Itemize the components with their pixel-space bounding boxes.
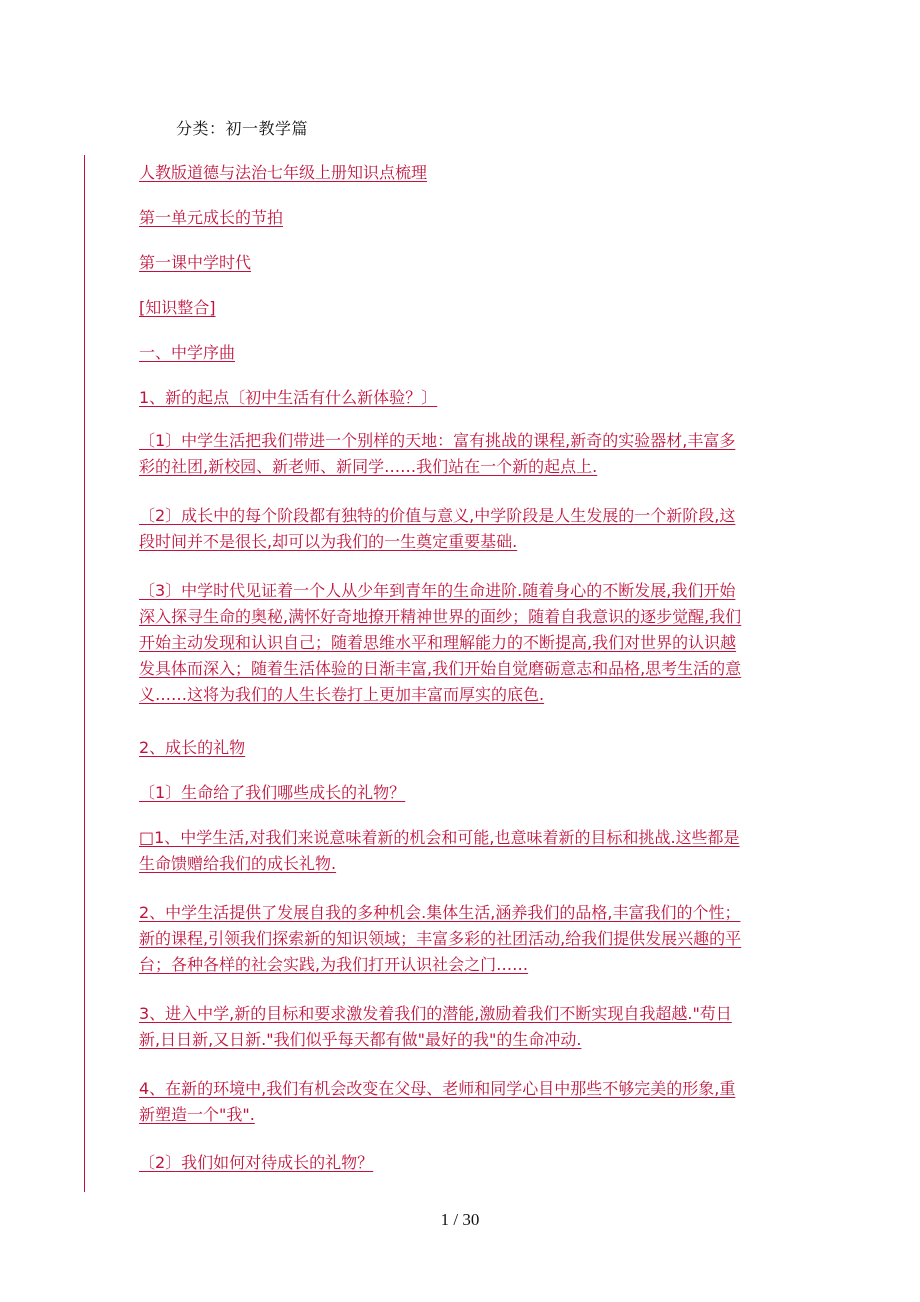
paragraph-line: 〔2〕成长中的每个阶段都有独特的价值与意义,中学阶段是人生发展的一个新阶段,这 — [139, 506, 736, 525]
paragraph-line: 3、进入中学,新的目标和要求激发着我们的潜能,激励着我们不断实现自我超越."苟日 — [139, 1004, 732, 1023]
gift-item-2 — [139, 900, 741, 978]
question2-sub1 — [139, 780, 405, 806]
lesson-text: 第一课中学时代 — [139, 253, 252, 272]
paragraph-line: 〔3〕中学时代见证着一个人从少年到青年的生命进阶.随着身心的不断发展,我们开始 — [139, 581, 736, 600]
paragraph-line: 义……这将为我们的人生长卷打上更加丰富而厚实的底色. — [139, 685, 545, 704]
title-text: 人教版道德与法治七年级上册知识点梳理 — [139, 163, 428, 182]
document-category: 分类：初一教学篇 — [176, 119, 309, 138]
question2-sub2 — [139, 1150, 373, 1176]
paragraph-line: □1、中学生活,对我们来说意味着新的机会和可能,也意味着新的目标和挑战.这些都是 — [139, 828, 740, 847]
section-tag — [139, 295, 216, 321]
gift-item-4 — [139, 1076, 735, 1128]
paragraph-2 — [139, 503, 735, 555]
paragraph-line: 台；各种各样的社会实践,为我们打开认识社会之门…… — [139, 955, 529, 974]
paragraph-line: 新塑造一个"我". — [139, 1105, 255, 1124]
paragraph-line: 开始主动发现和认识自己；随着思维水平和理解能力的不断提高,我们对世界的认识越 — [139, 633, 737, 652]
question2-sub2-text: 〔2〕我们如何对待成长的礼物？ — [139, 1153, 374, 1172]
section-tag-text: [知识整合] — [139, 298, 216, 317]
document-title — [139, 160, 427, 186]
question2-sub1-text: 〔1〕生命给了我们哪些成长的礼物？ — [139, 783, 406, 802]
paragraph-line: 生命馈赠给我们的成长礼物. — [139, 854, 337, 873]
paragraph-line: 〔1〕中学生活把我们带进一个别样的天地：富有挑战的课程,新奇的实验器材,丰富多 — [139, 431, 736, 450]
gift-item-1 — [139, 825, 740, 877]
unit-text: 第一单元成长的节拍 — [139, 208, 284, 227]
paragraph-line: 发具体而深入；随着生活体验的日渐丰富,我们开始自觉磨砺意志和品格,思考生活的意 — [139, 659, 742, 678]
paragraph-line: 新的课程,引领我们探索新的知识领域；丰富多彩的社团活动,给我们提供发展兴趣的平 — [139, 929, 742, 948]
lesson-heading — [139, 250, 251, 276]
paragraph-1 — [139, 428, 735, 480]
unit-heading — [139, 205, 283, 231]
revision-bar — [84, 155, 85, 1192]
question1-heading — [139, 385, 437, 411]
paragraph-3 — [139, 578, 741, 708]
paragraph-line: 2、中学生活提供了发展自我的多种机会.集体生活,涵养我们的品格,丰富我们的个性； — [139, 903, 741, 922]
part1-heading-text: 一、中学序曲 — [139, 343, 236, 362]
part1-heading — [139, 340, 235, 366]
gift-item-3 — [139, 1001, 732, 1053]
paragraph-line: 4、在新的环境中,我们有机会改变在父母、老师和同学心目中那些不够完美的形象,重 — [139, 1079, 736, 1098]
question2-heading — [139, 735, 245, 761]
question2-heading-text: 2、成长的礼物 — [139, 738, 246, 757]
paragraph-line: 深入探寻生命的奥秘,满怀好奇地撩开精神世界的面纱；随着自我意识的逐步觉醒,我们 — [139, 607, 742, 626]
question1-heading-text: 1、新的起点〔初中生活有什么新体验？〕 — [139, 388, 438, 407]
page-number: 1 / 30 — [440, 1210, 480, 1229]
paragraph-line: 新,日日新,又日新."我们似乎每天都有做"最好的我"的生命冲动. — [139, 1030, 582, 1049]
paragraph-line: 彩的社团,新校园、新老师、新同学……我们站在一个新的起点上. — [139, 457, 598, 476]
paragraph-line: 段时间并不是很长,却可以为我们的一生奠定重要基础. — [139, 532, 518, 551]
